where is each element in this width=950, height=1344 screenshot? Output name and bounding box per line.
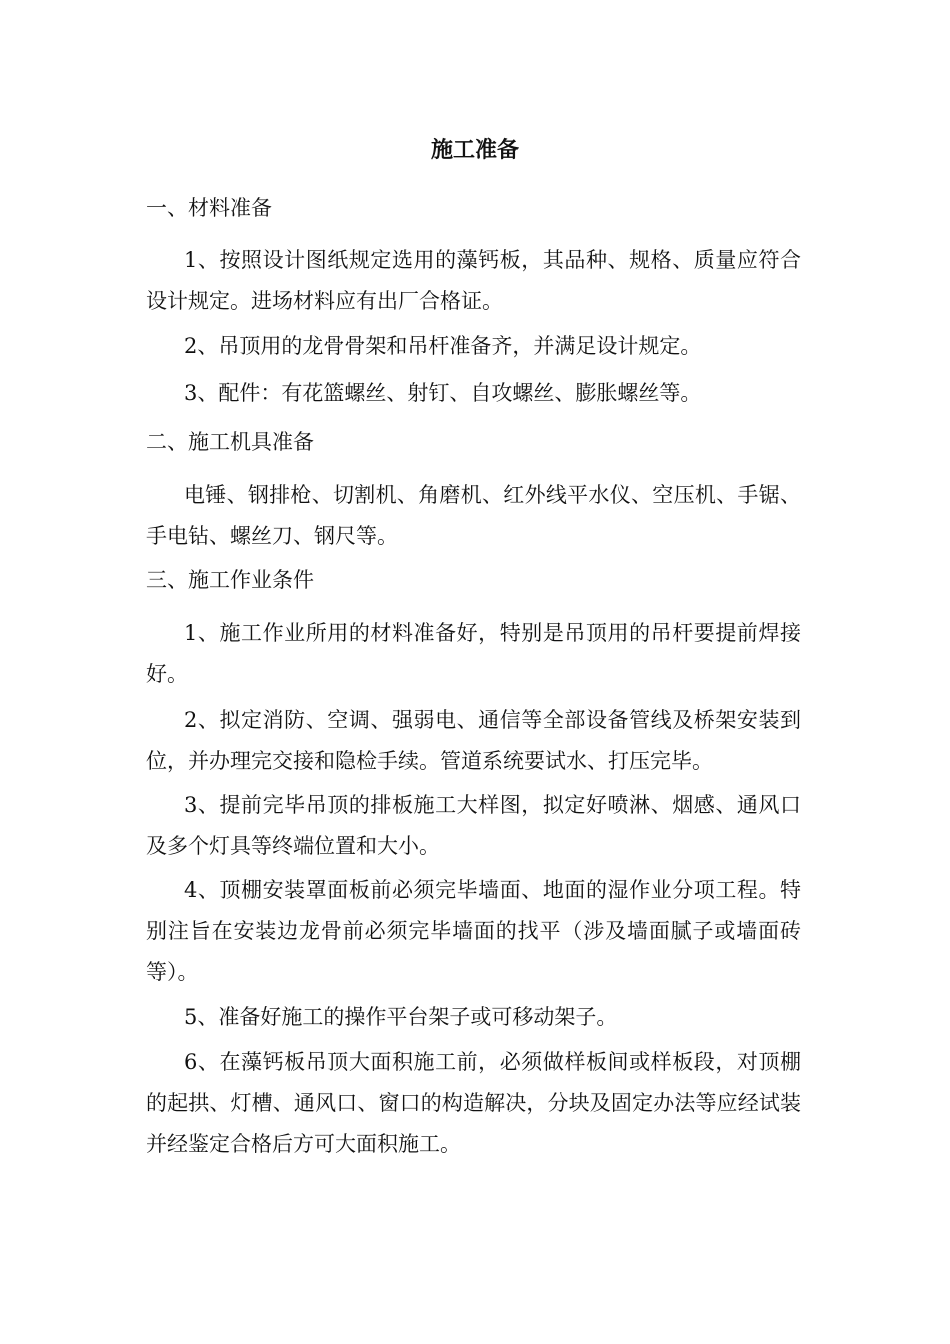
document-title: 施工准备 <box>430 137 519 163</box>
paragraph: 2、拟定消防、空调、强弱电、通信等全部设备管线及桥架安装到位，并办理完交接和隐检手续。管道系统要试水、打压完毕。 <box>146 708 801 773</box>
section-heading-tools: 二、施工机具准备 <box>146 430 314 454</box>
paragraph: 3、配件：有花篮螺丝、射钉、自攻螺丝、膨胀螺丝等。 <box>184 381 702 405</box>
paragraph: 1、按照设计图纸规定选用的藻钙板，其品种、规格、质量应符合设计规定。进场材料应有出厂合格证。 <box>146 248 801 313</box>
section-heading-conditions: 三、施工作业条件 <box>146 568 314 592</box>
paragraph: 电锤、钢排枪、切割机、角磨机、红外线平水仪、空压机、手锯、手电钻、螺丝刀、钢尺等。 <box>146 483 801 548</box>
paragraph: 6、在藻钙板吊顶大面积施工前，必须做样板间或样板段，对顶棚的起拱、灯槽、通风口、窗口的构造解决，分块及固定办法等应经试装并经鉴定合格后方可大面积施工。 <box>146 1050 801 1156</box>
paragraph: 4、顶棚安装罩面板前必须完毕墙面、地面的湿作业分项工程。特别注旨在安装边龙骨前必须完毕墙面的找平（涉及墙面腻子或墙面砖等）。 <box>146 878 801 984</box>
paragraph: 3、提前完毕吊顶的排板施工大样图，拟定好喷淋、烟感、通风口及多个灯具等终端位置和大小。 <box>146 793 801 858</box>
paragraph: 1、施工作业所用的材料准备好，特别是吊顶用的吊杆要提前焊接好。 <box>146 621 801 686</box>
paragraph: 2、吊顶用的龙骨骨架和吊杆准备齐，并满足设计规定。 <box>184 334 702 358</box>
section-heading-materials: 一、材料准备 <box>146 196 272 220</box>
paragraph: 5、准备好施工的操作平台架子或可移动架子。 <box>184 1005 618 1029</box>
